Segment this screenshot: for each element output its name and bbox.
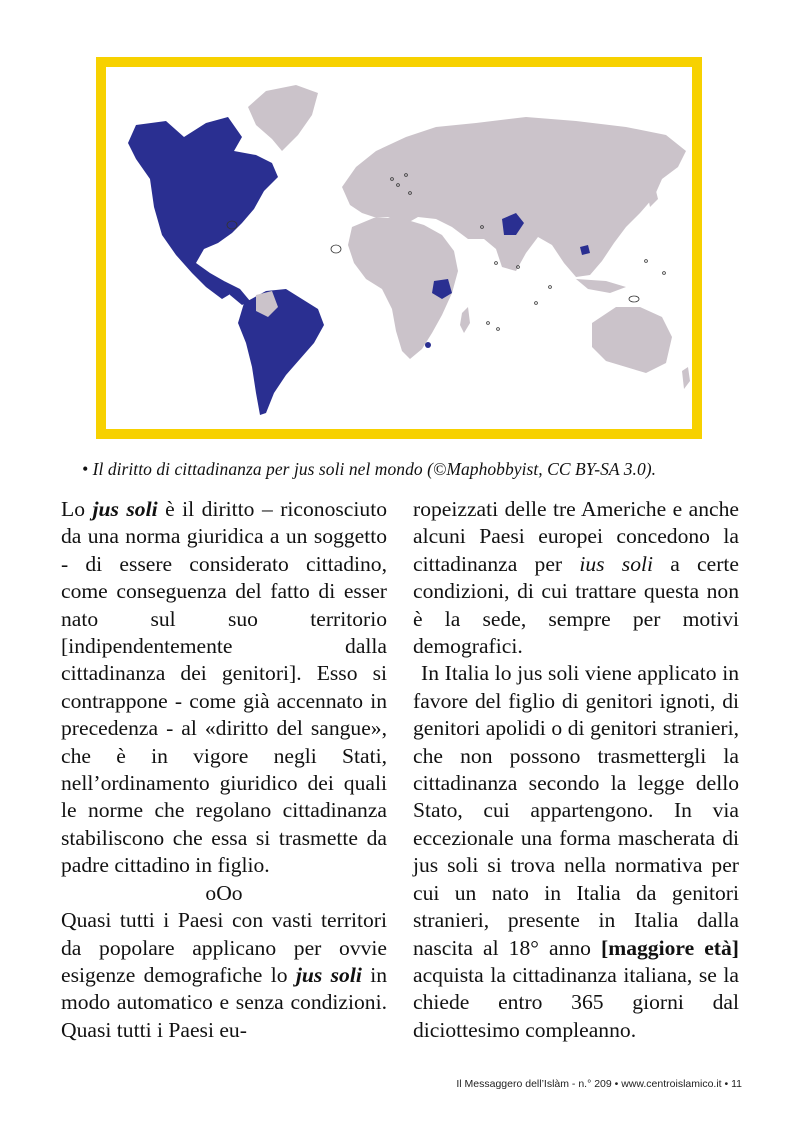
paragraph: In Italia lo jus soli viene applicato in favore del figlio di genitori ignoti, di genitori apolidi o di genitori stranieri, che non possono trasmettergli la cittadinanza secondo la legge dello Stato, cui appartengono. In via eccezionale una forma mascherata di jus soli si trova nella normativa per cui un nato in Italia da genitori stranieri, presente in Italia dalla nascita al 18° anno [maggiore età] acquista la cittadinanza italiana, se la chiede entro 365 giorni dal diciottesimo compleanno.	[413, 661, 739, 1042]
term-jus-soli: jus soli	[92, 497, 158, 521]
world-map	[106, 67, 692, 429]
madagascar-shape	[460, 307, 470, 333]
right-column	[413, 496, 739, 1044]
lesotho-shape	[425, 342, 431, 348]
new-zealand-shape	[682, 367, 690, 389]
paragraph: Quasi tutti i Paesi con vasti territori da popolare applicano per ovvie esigenze demografiche lo jus soli in modo automatico e senza condizioni. Quasi tutti i Paesi eu-	[61, 908, 388, 1042]
north-america-shape	[128, 117, 278, 299]
page-footer: Il Messaggero dell’Islàm - n.° 209 • www.centroislamico.it • 11	[456, 1078, 742, 1090]
left-column	[61, 496, 387, 1044]
world-map-figure	[96, 57, 702, 439]
term-maggiore-eta: [maggiore età]	[601, 935, 739, 960]
greenland-shape	[248, 85, 318, 151]
term-ius-soli: ius soli	[579, 551, 653, 576]
term-jus-soli: jus soli	[295, 962, 362, 987]
australia-shape	[592, 307, 672, 373]
paragraph: ropeizzati delle tre Americhe e anche alcuni Paesi europei concedono la cittadinanza per ius soli a certe condizioni, di cui trattare questa non è la sede, sempre per motivi demografici.	[413, 497, 739, 659]
indonesia-shape	[576, 279, 626, 293]
south-america-shape	[238, 289, 324, 415]
paragraph: Lo jus soli è il diritto – riconosciuto da una norma giuridica a un soggetto - di essere considerato cittadino, come conseguenza del fatto di esser nato sul suo territorio [indipendentemente dalla cittadinanza dei genitori]. Esso si contrappone - come già accennato in precedenza - al «diritto del sangue», che è in vigore negli Stati, nell’ordinamento giuridico dei quali le norme che regolano cittadinanza stabiliscono che essa si trasmette da padre cittadino in figlio.	[61, 497, 387, 878]
section-separator: oOo	[205, 880, 243, 905]
figure-caption: • Il diritto di cittadinanza per jus soli nel mondo (©Maphobbyist, CC BY-SA 3.0).	[82, 459, 657, 479]
